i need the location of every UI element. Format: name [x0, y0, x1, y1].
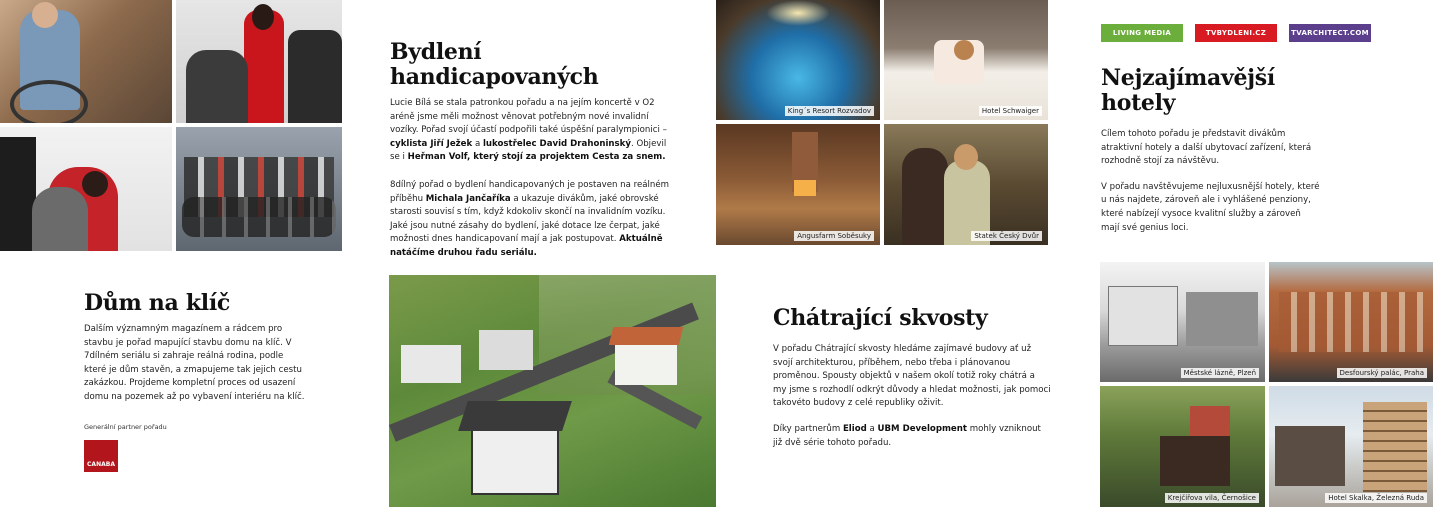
bydleni-p1-run: a: [472, 138, 483, 149]
hotely-title-line2: hotely: [1101, 90, 1176, 116]
caption-desfours: Desfourský palác, Praha: [1337, 368, 1427, 378]
photo-aerial-houses: [389, 275, 716, 507]
hotely-paragraph-2: V pořadu navštěvujeme nejluxusnější hotely, které u nás najdete, zároveň ale i vyhlášené penziony, které nabízejí vysoce kvalitní služby a zároveň mají své genius loci.: [1101, 181, 1320, 233]
photo-kings-resort: [716, 0, 880, 120]
dum-text: Dalším významným magazínem a rádcem pro stavbu je pořad mapující stavbu domu na klíč. V 7dílném seriálu si zahraje reálná rodina, podle které je dům stavěn, a zmapujeme tak jejich cestu zakázkou. Projdeme kompletní proces od usazení domu na pozemek až po vybavení interiéru na klíč.: [84, 324, 305, 402]
logo-tvarchitect: [1289, 24, 1371, 42]
bydleni-p2-run: 8dílný pořad o bydlení handicapovaných je postaven na reálném příběhu: [390, 179, 669, 204]
bydleni-p1-run: cyklista Jiří Ježek: [390, 138, 473, 149]
hotely-title-line1: Nejzajímavější: [1101, 65, 1275, 91]
logo-living-media-label: LIVING MEDIA: [1112, 29, 1172, 37]
photo-krejcirova-vila: [1100, 386, 1265, 507]
chatrajici-paragraph-2: [773, 423, 1051, 450]
bydleni-p1-run: lukostřelec David Drahoninský: [482, 138, 631, 149]
hotely-text: [1101, 128, 1321, 245]
bydleni-title: [390, 40, 598, 90]
canaba-logo-label: CANABA: [87, 461, 115, 468]
bydleni-p2-run: a ukazuje divákům, jaké obrovské starosti souvisí s tím, když kdokoliv skončí na invalidním vozíku. Jaké jsou nutné zásahy do bydlení, jaké dotace lze čerpat, jaké možnosti dnes handicapovaní mají a jak postupovat.: [390, 193, 666, 245]
logo-tvarchitect-label: TVARCHITECT.COM: [1291, 29, 1369, 37]
bydleni-title-line2: handicapovaných: [390, 64, 599, 90]
logo-tvbydleni-label: TVBYDLENI.CZ: [1205, 29, 1267, 37]
bydleni-title-line1: Bydlení: [390, 39, 482, 65]
photo-hug: [0, 127, 172, 251]
logo-tvbydleni: [1195, 24, 1277, 42]
bydleni-p1-run: Lucie Bílá se stala patronkou pořadu a na jejím koncertě v O2 aréně jsme měli možnost věnovat potřebným nové invalidní vozíky. Pořad svojí účastí podpořili také úspěšní paralympionici –: [390, 98, 667, 136]
chatrajici-title: Chátrající skvosty: [773, 305, 988, 331]
caption-kings: King´s Resort Rozvadov: [785, 106, 874, 116]
bydleni-p2-run: Michala Jančaříka: [425, 193, 511, 204]
photo-desfours: [1269, 262, 1433, 382]
photo-angusfarm: [716, 124, 880, 245]
canaba-logo: [84, 440, 118, 472]
caption-statek: Statek Český Dvůr: [971, 231, 1042, 241]
chatrajici-text: [773, 343, 1051, 460]
caption-schwaiger: Hotel Schwaiger: [979, 106, 1042, 116]
caption-angus: Angusfarm Soběsuky: [794, 231, 874, 241]
hotely-paragraph-1: Cílem tohoto pořadu je představit divákům atraktivní hotely a další ubytovací zařízení, která rozhodně stojí za návštěvu.: [1101, 129, 1312, 167]
bydleni-paragraph-1: [390, 97, 675, 165]
hotely-title: [1101, 66, 1275, 116]
chatrajici-paragraph-1: V pořadu Chátrající skvosty hledáme zajímavé budovy ať už svojí architekturou, příběhem, nebo třeba i plánovanou proměnou. Spousty objektů v našem okolí totiž roky chátrá a my jsme s rozhodlí odkrýt důvody a hledat možnosti, jak pomoci takovéto budovy z celé republiky oživit.: [773, 344, 1051, 409]
logo-living-media: [1101, 24, 1183, 42]
photo-group: [176, 127, 342, 251]
caption-lazne: Městské lázně, Plzeň: [1181, 368, 1259, 378]
photo-wheelchair-man: [0, 0, 172, 123]
photo-hotel-schwaiger: [884, 0, 1048, 120]
photo-statek: [884, 124, 1048, 245]
chatrajici-p2-run: a: [866, 423, 878, 434]
chatrajici-p2-run: Díky partnerům: [773, 423, 843, 434]
bydleni-text: [390, 97, 675, 271]
bydleni-p1-run: . Objevil se i: [390, 138, 667, 163]
photo-hotel-skalka: [1269, 386, 1433, 507]
photo-mestske-lazne: [1100, 262, 1265, 382]
chatrajici-p2-run: UBM Development: [877, 423, 967, 434]
chatrajici-p2-run: mohly vzniknout již dvě série tohoto pořadu.: [773, 423, 1041, 448]
dum-title: Dům na klíč: [84, 290, 230, 316]
bydleni-paragraph-2: [390, 179, 675, 261]
photo-lucie-bila: [176, 0, 342, 123]
bydleni-p1-run: Heřman Volf, který stojí za projektem Cesta za snem.: [407, 152, 666, 163]
caption-krejcirova: Krejčířova vila, Černošice: [1165, 493, 1259, 503]
chatrajici-p2-run: Eliod: [842, 423, 867, 434]
partner-label: Generální partner pořadu: [84, 423, 167, 431]
caption-skalka: Hotel Skalka, Železná Ruda: [1325, 493, 1427, 503]
bydleni-p2-run: Aktuálně natáčíme druhou řadu seriálu.: [390, 234, 663, 258]
